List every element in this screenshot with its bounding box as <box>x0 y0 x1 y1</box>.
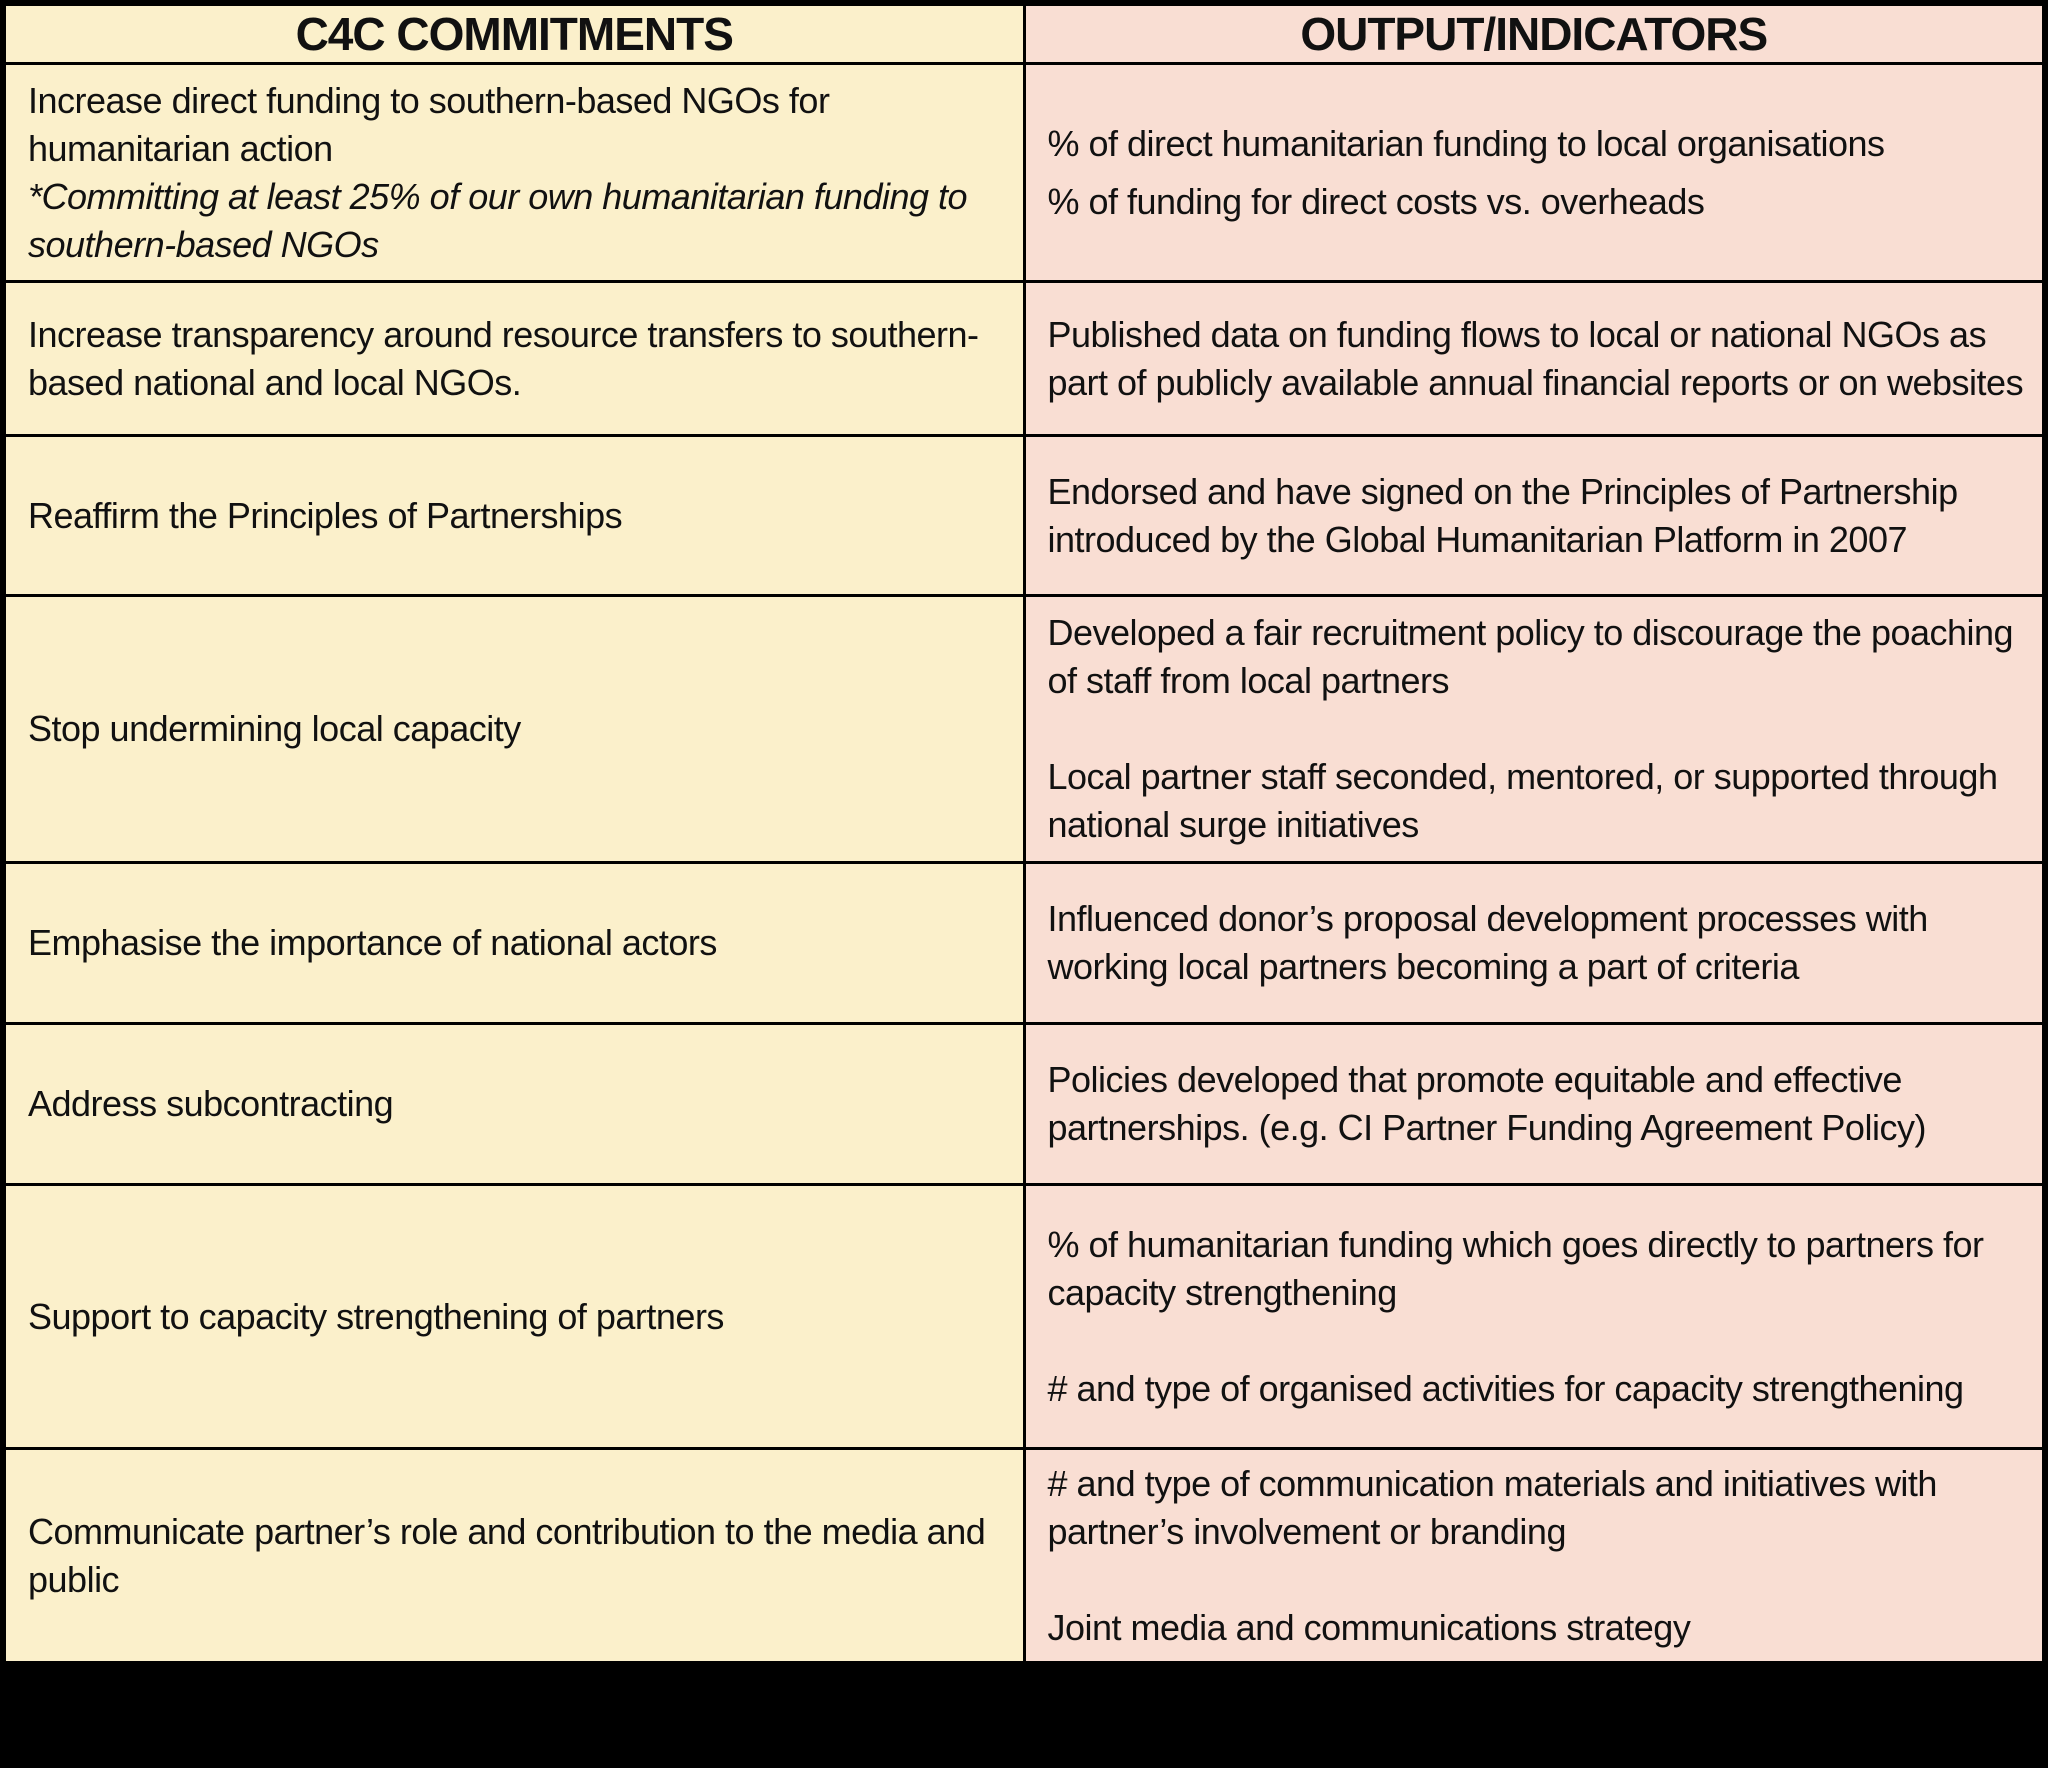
indicator-text: Published data on funding flows to local or national NGOs as part of publicly available annual financial reports or on websites <box>1047 313 2024 403</box>
indicator-cell-8 <box>1026 1450 2043 1661</box>
indicator-text: # and type of communication materials and initiatives with partner’s involvement or branding <box>1047 1462 1937 1552</box>
indicator-text: Endorsed and have signed on the Principles of Partnership introduced by the Global Humanitarian Platform in 2007 <box>1047 470 1958 560</box>
indicator-cell-4 <box>1026 597 2043 861</box>
indicator-text: % of funding for direct costs vs. overheads <box>1047 180 1705 222</box>
indicator-cell-3 <box>1026 437 2043 594</box>
indicator-text: % of direct humanitarian funding to local organisations <box>1047 122 1885 164</box>
indicator-cell-1 <box>1026 65 2043 280</box>
commitment-text: Emphasise the importance of national actors <box>28 922 717 963</box>
indicator-text: # and type of organised activities for capacity strengthening <box>1047 1367 1964 1409</box>
commitment-cell-3 <box>6 437 1023 594</box>
commitment-cell-8 <box>6 1450 1023 1661</box>
indicator-text: Developed a fair recruitment policy to discourage the poaching of staff from local partners <box>1047 612 2014 701</box>
commitment-text: Increase transparency around resource transfers to southern-based national and local NGOs. <box>28 313 979 403</box>
commitment-note: *Committing at least 25% of our own humanitarian funding to southern-based NGOs <box>28 175 968 265</box>
indicator-cell-7 <box>1026 1186 2043 1447</box>
indicator-text: Policies developed that promote equitable and effective partnerships. (e.g. CI Partner Funding Agreement Policy) <box>1047 1059 1926 1148</box>
commitment-cell-5 <box>6 864 1023 1022</box>
commitment-text: Stop undermining local capacity <box>28 708 521 749</box>
commitment-cell-1 <box>6 65 1023 280</box>
indicator-text: Influenced donor’s proposal development processes with working local partners becoming a part of criteria <box>1047 898 1928 987</box>
commitment-text: Increase direct funding to southern-based NGOs for humanitarian action <box>28 79 830 169</box>
column-header-indicators-label: OUTPUT/INDICATORS <box>1300 8 1768 60</box>
column-header-indicators <box>1026 6 2043 62</box>
column-header-commitments-label: C4C COMMITMENTS <box>295 8 733 60</box>
indicator-text: % of humanitarian funding which goes directly to partners for capacity strengthening <box>1047 1223 1984 1313</box>
indicator-cell-2 <box>1026 283 2043 434</box>
commitment-cell-7 <box>6 1186 1023 1447</box>
indicator-text: Joint media and communications strategy <box>1047 1606 1691 1648</box>
commitment-text: Address subcontracting <box>28 1083 394 1124</box>
indicator-cell-6 <box>1026 1025 2043 1183</box>
indicator-cell-5 <box>1026 864 2043 1022</box>
commitment-text: Support to capacity strengthening of partners <box>28 1295 724 1337</box>
commitment-cell-6 <box>6 1025 1023 1183</box>
indicator-text: Local partner staff seconded, mentored, or supported through national surge initiatives <box>1047 756 1998 845</box>
commitment-text: Communicate partner’s role and contribution to the media and public <box>28 1510 986 1600</box>
commitment-text: Reaffirm the Principles of Partnerships <box>28 494 623 536</box>
commitment-cell-4 <box>6 597 1023 861</box>
column-header-commitments <box>6 6 1023 62</box>
commitment-cell-2 <box>6 283 1023 434</box>
